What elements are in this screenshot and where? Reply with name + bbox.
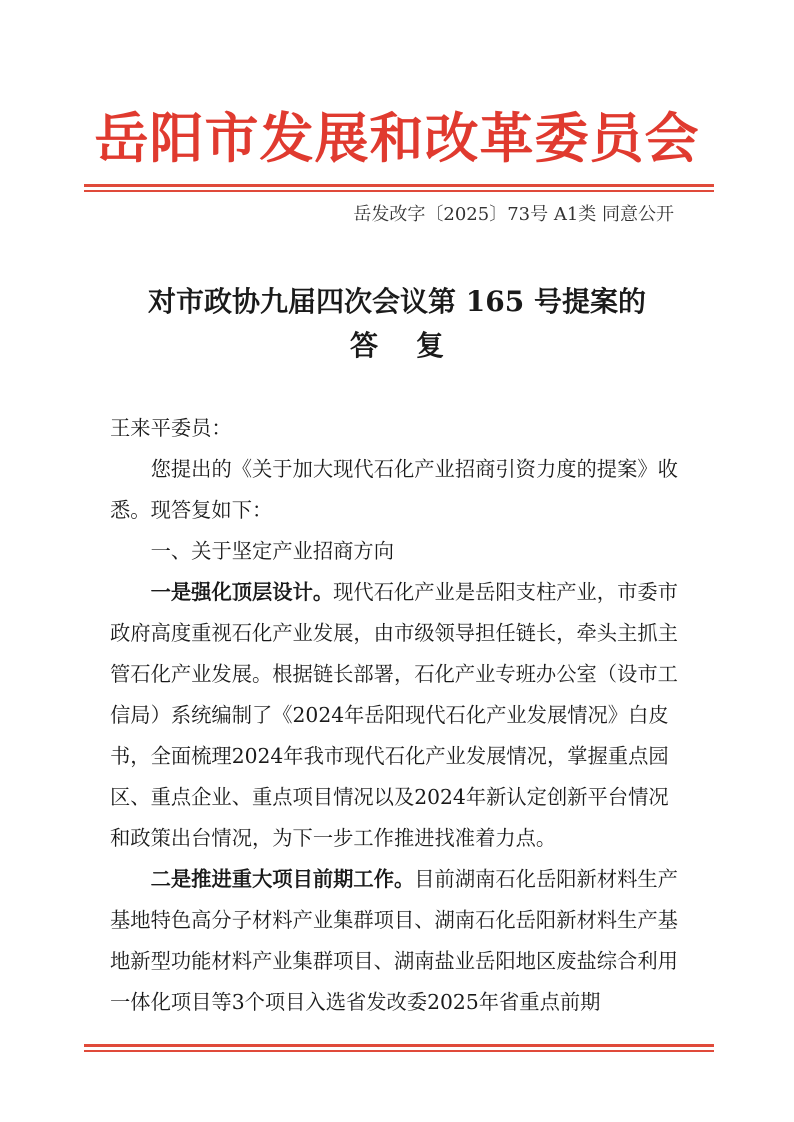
paragraph-2-text: 目前湖南石化岳阳新材料生产基地特色高分子材料产业集群项目、湖南石化岳阳新材料生产基地新型功能材料产业集群项目、湖南盐业岳阳地区废盐综合利用一体化项目等3个项目入选省发改委2025年省重点前期: [110, 867, 678, 1014]
salutation: 王来平委员：: [110, 416, 232, 440]
letter-body: [110, 408, 685, 1023]
paragraph-1-text: 现代石化产业是岳阳支柱产业，市委市政府高度重视石化产业发展，由市级领导担任链长，牵头主抓主管石化产业发展。根据链长部署，石化产业专班办公室（设市工信局）系统编制了《2024年岳阳现代石化产业发展情况》白皮书，全面梳理2024年我市现代石化产业发展情况，掌握重点园区、重点企业、重点项目情况以及2024年新认定创新平台情况和政策出台情况，为下一步工作推进找准着力点。: [110, 580, 678, 850]
paragraph-1-lead: 一是强化顶层设计。: [150, 580, 334, 604]
header-red-rule-thin: [84, 190, 714, 192]
footer-red-rule-thin: [84, 1050, 714, 1052]
section-heading: 一、关于坚定产业招商方向: [150, 539, 394, 563]
document-title-line1: 对市政协九届四次会议第 165 号提案的: [148, 285, 646, 318]
footer-red-rule-top: [84, 1044, 714, 1047]
org-masthead: 岳阳市发展和改革委员会: [94, 106, 700, 170]
paragraph-2: [110, 859, 685, 1023]
document-title-line2: 答复: [349, 329, 482, 362]
paragraph-1: [110, 572, 685, 859]
header-red-rule-top: [84, 184, 714, 187]
paragraph-2-lead: 二是推进重大项目前期工作。: [150, 867, 415, 891]
intro-paragraph: 您提出的《关于加大现代石化产业招商引资力度的提案》收悉。现答复如下：: [110, 457, 678, 522]
document-number: 岳发改字〔2025〕73号 A1类 同意公开: [353, 204, 674, 225]
